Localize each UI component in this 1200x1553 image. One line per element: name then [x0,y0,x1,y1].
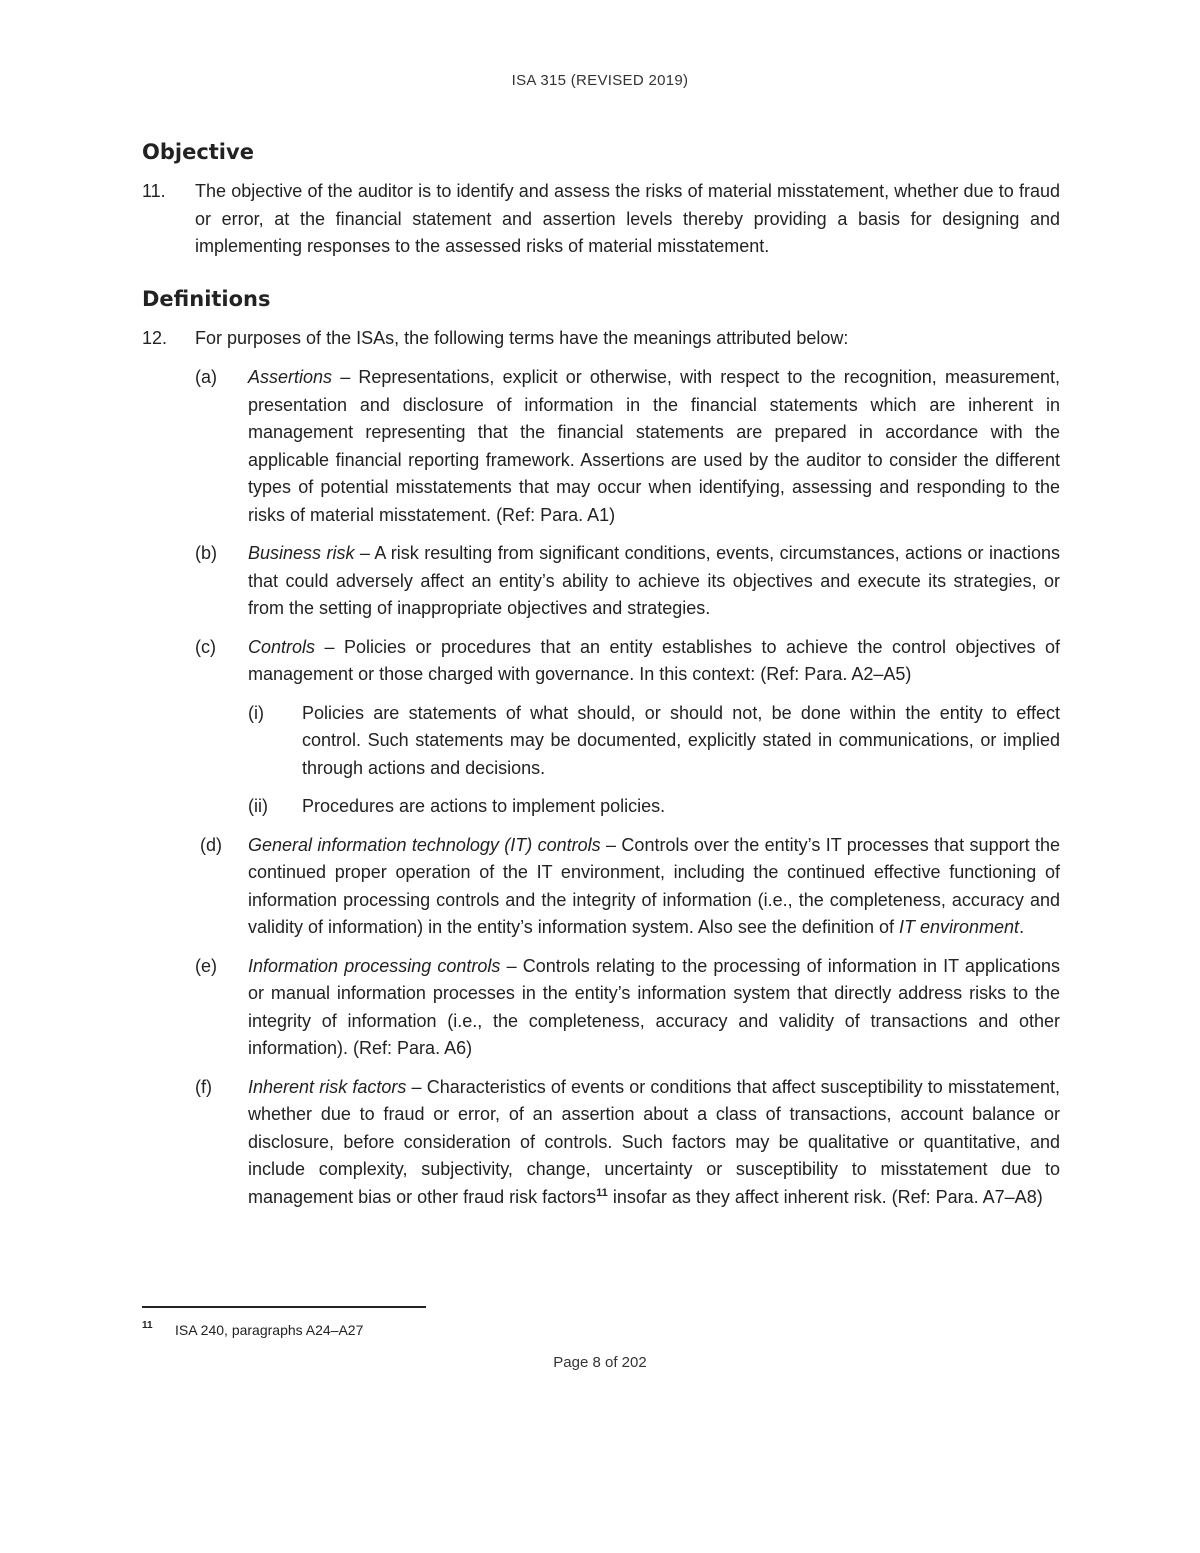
running-header: ISA 315 (REVISED 2019) [511,72,689,89]
definition-tail: insofar as they affect inherent risk. (Ref: Para. A7–A8) [607,1186,1043,1207]
defined-term: Information processing controls [248,955,501,976]
definition-inherent-risk-factors [142,1074,1060,1212]
item-label: (c) [195,636,216,657]
item-label: (e) [195,955,217,976]
definition-tail: . [1019,917,1025,937]
page-number: Page 8 of 202 [553,1354,647,1371]
subitem-text: Policies are statements of what should, or should not, be done within the entity to effect control. Such statements may be documented, explicitly stated in communications, or implied through actions and decisions. [302,702,1060,778]
item-label: (f) [195,1076,212,1097]
footnote-reference[interactable]: 11 [596,1186,608,1199]
cross-reference-term: IT environment [899,917,1020,937]
definition-general-it-controls [142,832,1060,942]
item-label: (d) [200,834,222,855]
defined-term: Business risk [248,543,355,563]
objective-heading: Objective [142,140,254,164]
defined-term: Assertions [248,367,333,387]
definition-controls [142,634,1060,689]
controls-subitem-procedures [142,793,1060,821]
item-label: (a) [195,367,217,387]
paragraph-text: For purposes of the ISAs, the following terms have the meanings attributed below: [195,327,849,348]
definition-assertions [142,364,1060,529]
paragraph-11 [142,178,1060,261]
footnote-divider [142,1306,426,1308]
defined-term: Inherent risk factors [248,1076,407,1097]
definitions-heading: Definitions [142,286,271,311]
page-body [142,140,1060,1222]
definition-text: – Representations, explicit or otherwise, with respect to the recognition, measurement, presentation and disclosure of information in the financial statements which are inherent in management representing that the financial statements are prepared in accordance with the applicable financial reporting framework. Assertions are used by the auditor to consider the different types of potential misstatements that may occur when identifying, assessing and responding to the risks of material misstatement. (Ref: Para. A1) [248,367,1060,525]
definition-text: – Controls relating to the processing of information in IT applications or manual information processes in the entity’s information system that directly address risks to the integrity of information (i.e., the completeness, accuracy and validity of transactions and other information). (Ref: Para. A6) [248,955,1060,1058]
footnote-number: 11 [142,1320,153,1331]
paragraph-text: The objective of the auditor is to identify and assess the risks of material misstatement, whether due to fraud or error, at the financial statement and assertion levels thereby providing a basis for designing and implementing responses to the assessed risks of material misstatement. [195,181,1060,256]
footnote [142,1322,363,1338]
definition-text: – Controls over the entity’s IT processes that support the continued proper operation of the IT environment, including the continued effective functioning of information processing controls and the integrity of information (i.e., the completeness, accuracy and validity of information) in the entity’s information system. Also see the definition of [248,834,1060,937]
paragraph-number: 12. [142,327,168,348]
definition-text: – Characteristics of events or conditions that affect susceptibility to misstatement, whether due to fraud or error, of an assertion about a class of transactions, account balance or disclosure, before consideration of controls. Such factors may be qualitative or quantitative, and include complexity, subjectivity, change, uncertainty or susceptibility to misstatement due to management bias or other fraud risk factors [248,1076,1061,1207]
definition-text: – A risk resulting from significant conditions, events, circumstances, actions or inactions that could adversely affect an entity’s ability to achieve its objectives and execute its strategies, or from the setting of inappropriate objectives and strategies. [248,543,1061,618]
defined-term: General information technology (IT) controls [248,834,601,855]
paragraph-12 [142,325,1060,353]
footnote-text: ISA 240, paragraphs A24–A27 [175,1322,364,1338]
definition-information-processing-controls [142,953,1060,1063]
defined-term: Controls [248,636,316,657]
subitem-label: (ii) [248,796,268,816]
definition-business-risk [142,540,1060,623]
item-label: (b) [195,543,217,563]
controls-subitem-policies [142,700,1060,783]
subitem-text: Procedures are actions to implement policies. [302,796,666,816]
subitem-label: (i) [248,702,264,723]
definition-text: – Policies or procedures that an entity establishes to achieve the control objectives of management or those charged with governance. In this context: (Ref: Para. A2–A5) [248,636,1060,684]
paragraph-number: 11. [142,181,166,201]
